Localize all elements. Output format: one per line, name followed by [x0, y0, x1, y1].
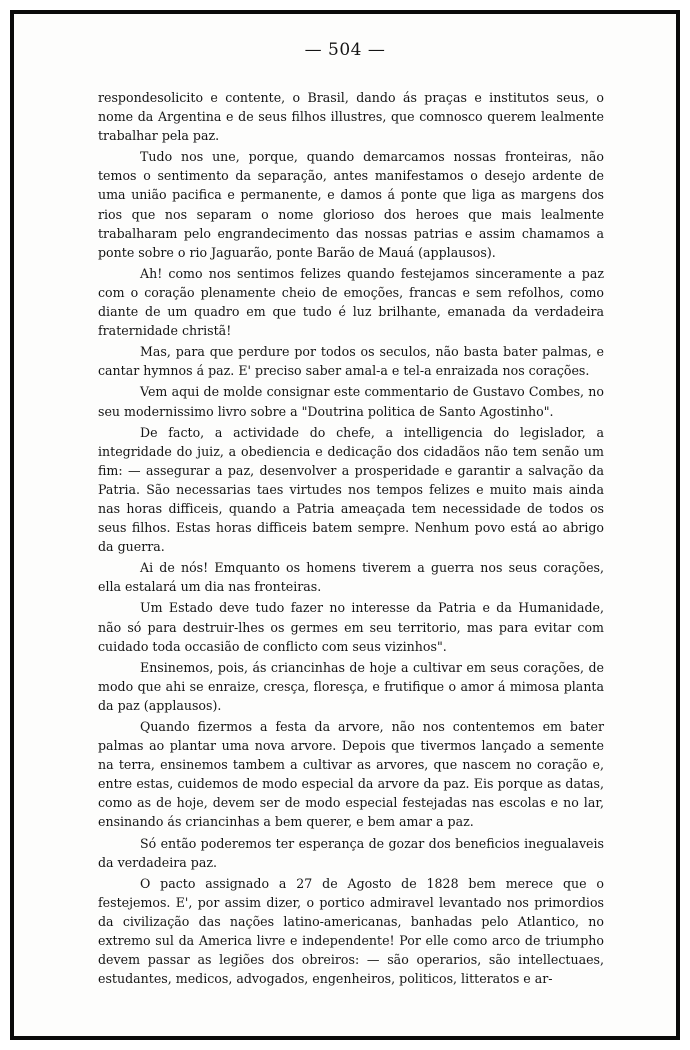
paragraph-4: Mas, para que perdure por todos os seculos, não basta bater palmas, e cantar hymnos á paz. E' preciso saber amal-a e tel-a enraizada nos corações. — [98, 344, 604, 379]
paragraph-1: respondesolicito e contente, o Brasil, dando ás praças e institutos seus, o nome da Argentina e de seus filhos illustres, que comnosco querem lealmente trabalhar pela paz. — [98, 90, 604, 144]
paragraph-6: De facto, a actividade do chefe, a intelligencia do legislador, a integridade do juiz, a obediencia e dedicação dos cidadãos não tem senão um fim: — assegurar a paz, desenvolver a prosperidade e garantir a salvação da Patria. São necessarias taes virtudes nos tempos felizes e muito mais ainda nas horas difficeis, quando a Patria ameaçada tem necessidade de todos os seus filhos. Estas horas difficeis batem sempre. Nenhum povo está ao abrigo da guerra. — [98, 424, 604, 555]
page-border — [10, 10, 680, 1040]
paragraph-9: Ensinemos, pois, ás criancinhas de hoje a cultivar em seus corações, de modo que ahi se enraize, cresça, floresça, e frutifique o amor á mimosa planta da paz (applausos). — [98, 659, 604, 713]
paragraph-3: Ah! como nos sentimos felizes quando festejamos sinceramente a paz com o coração plenamente cheio de emoções, francas e sem refolhos, como diante de um quadro em que tudo é luz brilhante, emanada da verdadeira fraternidade christã! — [98, 265, 604, 339]
paragraph-8: Um Estado deve tudo fazer no interesse da Patria e da Humanidade, não só para destruir-lhes os germes em seu territorio, mas para evitar com cuidado toda occasião de conflicto com seus vizinhos". — [98, 600, 604, 654]
paragraph-10: Quando fizermos a festa da arvore, não nos contentemos em bater palmas ao plantar uma nova arvore. Depois que tivermos lançado a semente na terra, ensinemos tambem a cultivar as arvores, que nascem no coração e, entre estas, cuidemos de modo especial da arvore da paz. Eis porque as datas, como as de hoje, devem ser de modo especial festejadas nas escolas e no lar, ensinando ás criancinhas a bem querer, e bem amar a paz. — [98, 719, 604, 830]
paragraph-11: Só então poderemos ter esperança de gozar dos beneficios inegualaveis da verdadeira paz. — [98, 835, 604, 870]
paragraph-2: Tudo nos une, porque, quando demarcamos nossas fronteiras, não temos o sentimento da separação, antes manifestamos o desejo ardente de uma união pacifica e permanente, e damos á ponte que liga as margens dos rios que nos separam o nome glorioso dos heroes que mais lealmente trabalharam pelo engrandecimento das nossas patrias e assim chamamos a ponte sobre o rio Jaguarão, ponte Barão de Mauá (applausos). — [98, 149, 604, 260]
page-number: — 504 — — [304, 40, 386, 60]
paragraph-5: Vem aqui de molde consignar este commentario de Gustavo Combes, no seu modernissimo livro sobre a "Doutrina politica de Santo Agostinho". — [98, 384, 604, 419]
body-text — [98, 88, 604, 988]
paragraph-12: O pacto assignado a 27 de Agosto de 1828 bem merece que o festejemos. E', por assim dizer, o portico admiravel levantado nos primordios da civilização das nações latino-americanas, banhadas pelo Atlantico, no extremo sul da America livre e independente! Por elle como arco de triumpho devem passar as legiões dos obreiros: — são operarios, são intellectuaes, estudantes, medicos, advogados, engenheiros, politicos, litteratos e ar- — [98, 875, 604, 987]
paragraph-7: Ai de nós! Emquanto os homens tiverem a guerra nos seus corações, ella estalará um dia nas fronteiras. — [98, 560, 604, 595]
